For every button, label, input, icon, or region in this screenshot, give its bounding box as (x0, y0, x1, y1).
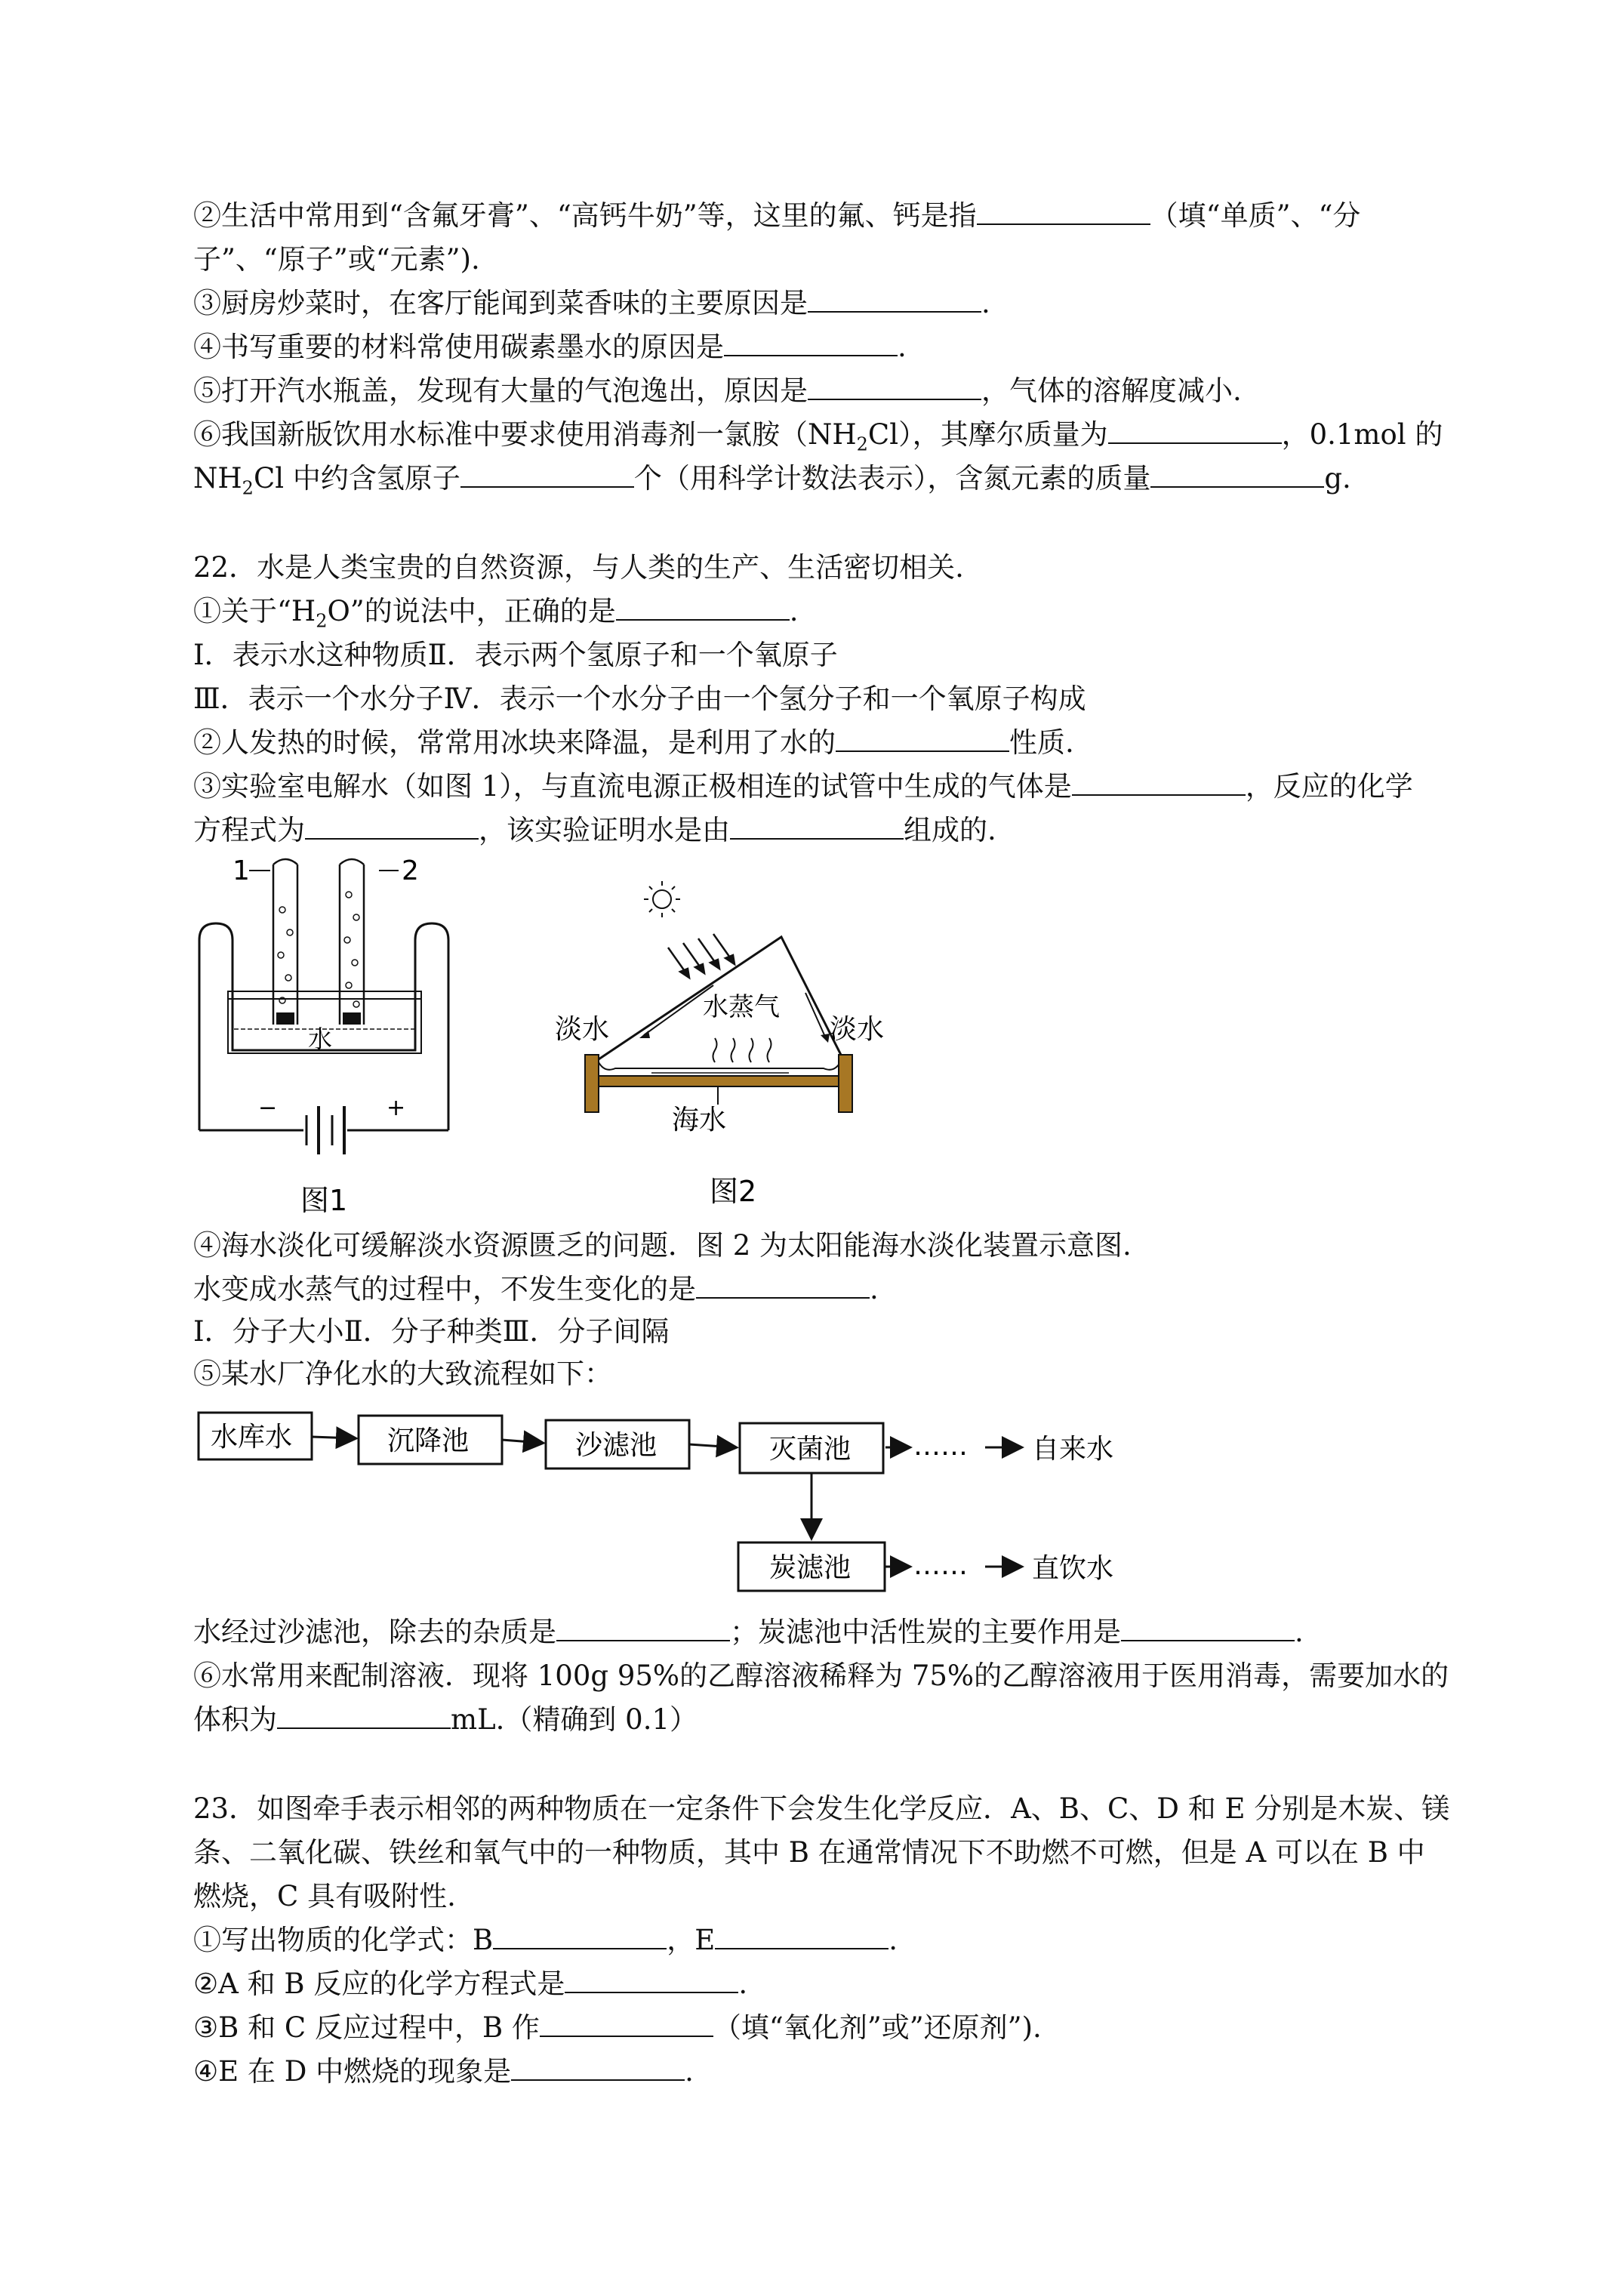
flow-node-carbon-filter: 炭滤池 (769, 1552, 852, 1583)
q22-s6 (193, 1658, 1449, 1694)
q23-text: ，E (667, 1924, 716, 1956)
q21-text: ③厨房炒菜时，在客厅能闻到菜香味的主要原因是 (193, 287, 808, 319)
figure-1-caption: 图1 (300, 1184, 348, 1217)
answer-blank[interactable] (1072, 769, 1246, 796)
q23-line-2 (193, 1835, 1425, 1871)
q22-text: ③实验室电解水（如图 1），与直流电源正极相连的试管中生成的气体是 (193, 770, 1072, 803)
subscript: 2 (316, 610, 328, 632)
q22-s1-options-2 (193, 681, 1086, 717)
q23-s4 (193, 2054, 694, 2090)
q21-line-6 (193, 417, 1443, 453)
answer-blank[interactable] (556, 1614, 730, 1641)
subscript: 2 (856, 433, 868, 455)
flow-node-sand-filter: 沙滤池 (575, 1430, 658, 1461)
q21-text: ⑤打开汽水瓶盖，发现有大量的气泡逸出，原因是 (193, 374, 808, 407)
answer-blank[interactable] (616, 593, 790, 621)
q22-s3-cont (193, 812, 996, 849)
q22-text: mL.（精确到 0.1） (451, 1703, 698, 1736)
answer-blank[interactable] (730, 812, 904, 840)
q22-text: O”的说法中，正确的是 (327, 595, 616, 627)
answer-blank[interactable] (808, 285, 981, 313)
answer-blank[interactable] (715, 1922, 888, 1949)
q21-text: Cl），其摩尔质量为 (867, 418, 1108, 451)
period: . (888, 1924, 898, 1956)
sea-water-label: 海水 (672, 1105, 727, 1136)
sun-icon (644, 881, 680, 917)
answer-blank[interactable] (511, 2054, 685, 2081)
answer-blank[interactable] (977, 198, 1150, 225)
q21-text: NH (193, 462, 242, 495)
period: . (789, 595, 799, 627)
q22-text: 水经过沙滤池，除去的杂质是 (193, 1616, 556, 1648)
answer-blank[interactable] (493, 1922, 667, 1949)
q22-s2 (193, 725, 1074, 761)
subscript: 2 (242, 477, 254, 499)
q21-line-7 (193, 461, 1351, 497)
answer-blank[interactable] (305, 812, 479, 840)
q22-s5-questions (193, 1614, 1304, 1650)
q22-s4 (193, 1228, 1132, 1264)
q22-text: Ⅲ．表示一个水分子Ⅳ．表示一个水分子由一个氢分子和一个氧原子构成 (193, 683, 1086, 715)
water-label: 水 (308, 1025, 333, 1053)
q22-text: 方程式为 (193, 814, 305, 846)
q22-text: 组成的. (904, 814, 996, 846)
q21-line-5 (193, 373, 1242, 409)
answer-blank[interactable] (1108, 417, 1282, 444)
answer-blank[interactable] (1121, 1614, 1295, 1641)
q22-text: ，该实验证明水是由 (479, 814, 730, 846)
q23-s1 (193, 1922, 898, 1959)
figure-1-electrolysis (189, 849, 460, 1227)
q23-text: 燃烧，C 具有吸附性. (193, 1880, 456, 1912)
q22-text: 水变成水蒸气的过程中，不发生变化的是 (193, 1273, 696, 1305)
answer-blank[interactable] (540, 2010, 713, 2037)
q21-text: g. (1324, 462, 1351, 495)
fresh-water-left-label: 淡水 (555, 1014, 610, 1045)
q22-s1 (193, 593, 798, 630)
q21-text: ④书写重要的材料常使用碳素墨水的原因是 (193, 331, 724, 363)
q21-text: ，气体的溶解度减小. (981, 374, 1242, 407)
q21-text: Cl 中约含氢原子 (253, 462, 460, 495)
q21-line-4 (193, 329, 907, 365)
q21-text: ②生活中常用到“含氟牙膏”、“高钙牛奶”等，这里的氟、钙是指 (193, 199, 977, 232)
answer-blank[interactable] (836, 725, 1009, 752)
q22-text: 体积为 (193, 1703, 277, 1736)
q22-s3 (193, 769, 1413, 805)
tube-label-2: 2 (402, 855, 419, 886)
answer-blank[interactable] (696, 1271, 870, 1299)
answer-blank[interactable] (277, 1702, 451, 1729)
flow-dots: …… (913, 1431, 968, 1462)
plus-sign: + (387, 1095, 406, 1121)
flow-node-reservoir: 水库水 (211, 1422, 293, 1453)
q22-text: ，反应的化学 (1245, 770, 1413, 803)
period: . (870, 1273, 879, 1305)
q22-title (193, 550, 964, 586)
q23-text: ②A 和 B 反应的化学方程式是 (193, 1968, 565, 2000)
q22-s4-cont (193, 1271, 879, 1308)
flow-dots: …… (913, 1550, 968, 1581)
q21-text: ⑥我国新版饮用水标准中要求使用消毒剂一氯胺（NH (193, 418, 857, 451)
q23-text: ③B 和 C 反应过程中，B 作 (193, 2011, 540, 2044)
answer-blank[interactable] (808, 373, 981, 400)
fresh-water-right-label: 淡水 (830, 1014, 885, 1045)
flow-output-drinking-water: 直饮水 (1032, 1553, 1114, 1584)
answer-blank[interactable] (724, 329, 898, 356)
vapor-label: 水蒸气 (703, 992, 780, 1022)
q21-line-3 (193, 285, 990, 322)
q22-s6-cont (193, 1702, 698, 1738)
q22-text: ⑥水常用来配制溶液．现将 100g 95%的乙醇溶液稀释为 75%的乙醇溶液用于医用消毒，需要加水的 (193, 1660, 1449, 1692)
period: . (685, 2055, 694, 2088)
q23-title (193, 1791, 1449, 1827)
q22-text: Ⅰ．分子大小Ⅱ．分子种类Ⅲ．分子间隔 (193, 1315, 670, 1348)
flow-node-sterilization: 灭菌池 (769, 1434, 852, 1465)
q21-text: 子”、“原子”或“元素”). (193, 243, 480, 276)
answer-blank[interactable] (1150, 461, 1324, 488)
q22-s5 (193, 1356, 612, 1392)
answer-blank[interactable] (565, 1966, 738, 1993)
flow-output-tap-water: 自来水 (1032, 1434, 1114, 1465)
period: . (898, 331, 907, 363)
q21-line-2-cont (193, 242, 480, 278)
period: . (1295, 1616, 1304, 1648)
q21-line-2 (193, 198, 1360, 234)
q23-s3 (193, 2010, 1042, 2046)
q23-text: ①写出物质的化学式：B (193, 1924, 494, 1956)
q22-text: ①关于“H (193, 595, 316, 627)
q21-text: ，0.1mol 的 (1281, 418, 1443, 451)
q23-text: ④E 在 D 中燃烧的现象是 (193, 2055, 512, 2088)
flow-node-sedimentation: 沉降池 (387, 1425, 470, 1456)
q22-text: ；炭滤池中活性炭的主要作用是 (730, 1616, 1121, 1648)
q22-text: 22．水是人类宝贵的自然资源，与人类的生产、生活密切相关. (193, 551, 964, 584)
q22-s1-options-1 (193, 637, 838, 673)
answer-blank[interactable] (460, 461, 634, 488)
minus-sign: − (258, 1095, 278, 1121)
q22-text: ④海水淡化可缓解淡水资源匮乏的问题．图 2 为太阳能海水淡化装置示意图. (193, 1229, 1132, 1262)
purification-flowchart (192, 1401, 1249, 1604)
q23-text: 条、二氧化碳、铁丝和氧气中的一种物质，其中 B 在通常情况下不助燃不可燃，但是 A 可以在 B 中 (193, 1836, 1425, 1869)
q22-s4-options (193, 1314, 669, 1350)
figure-2-caption: 图2 (710, 1175, 757, 1208)
q23-text: 23．如图牵手表示相邻的两种物质在一定条件下会发生化学反应．A、B、C、D 和 E 分别是木炭、镁 (193, 1792, 1450, 1825)
tube-label-1: 1 (233, 855, 250, 886)
q22-text: 性质. (1009, 726, 1074, 759)
q23-s2 (193, 1966, 747, 2002)
q22-text: ②人发热的时候，常常用冰块来降温，是利用了水的 (193, 726, 836, 759)
q21-text: （填“单质”、“分 (1150, 199, 1361, 232)
q23-text: （填“氧化剂”或”还原剂”). (713, 2011, 1042, 2044)
period: . (738, 1968, 748, 2000)
q23-line-3 (193, 1878, 456, 1915)
q22-text: Ⅰ．表示水这种物质Ⅱ．表示两个氢原子和一个氧原子 (193, 639, 838, 671)
q22-text: ⑤某水厂净化水的大致流程如下： (193, 1358, 612, 1390)
period: . (981, 287, 990, 319)
q21-text: 个（用科学计数法表示），含氮元素的质量 (633, 462, 1151, 495)
figure-2-desalination (555, 864, 910, 1219)
